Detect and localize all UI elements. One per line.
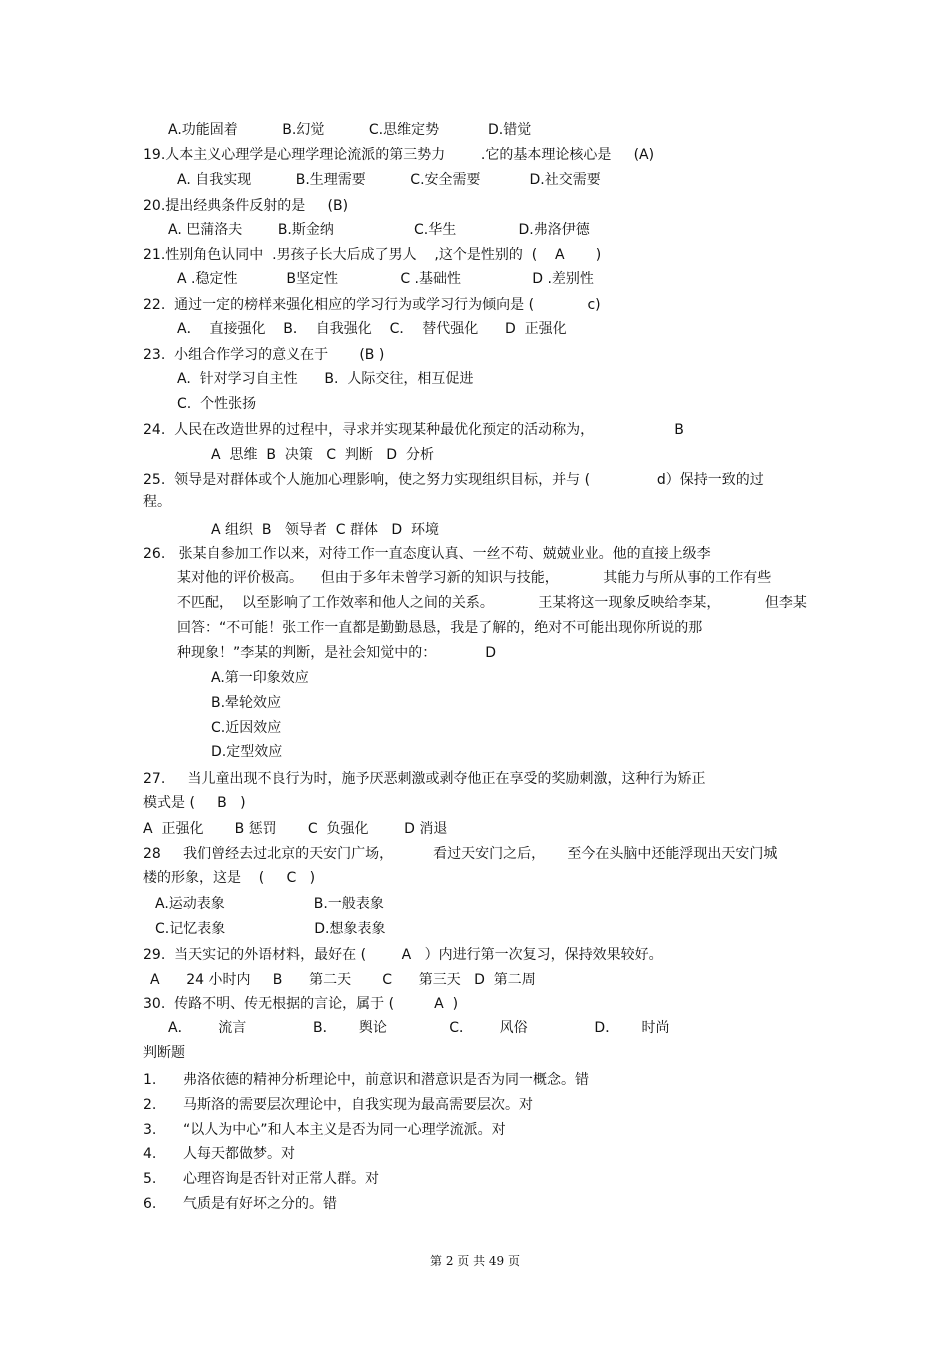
q30-question: 30. 传路不明、传无根据的言论，属于 ( A ) bbox=[143, 996, 459, 1012]
q24-question: 24. 人民在改造世界的过程中，寻求并实现某种最优化预定的活动称为， B bbox=[143, 422, 684, 438]
q28-options-row2: C.记忆表象 D.想象表象 bbox=[155, 921, 386, 937]
q19-question: 19.人本主义心理学是心理学理论流派的第三势力 .它的基本理论核心是 (A) bbox=[143, 147, 655, 163]
q28-options-row1: A.运动表象 B.一般表象 bbox=[155, 896, 384, 912]
q28-question-cont: 楼的形象，这是 ( C ) bbox=[143, 870, 316, 886]
q21-options: A .稳定性 B坚定性 C .基础性 D .差别性 bbox=[177, 271, 594, 287]
tf-item-4: 4. 人每天都做梦。对 bbox=[143, 1146, 296, 1162]
q18-options: A.功能固着 B.幻觉 C.思维定势 D.错觉 bbox=[168, 122, 532, 138]
tf-item-6: 6. 气质是有好坏之分的。错 bbox=[143, 1196, 338, 1212]
q26-question-line3: 不匹配， 以至影响了工作效率和他人之间的关系。 王某将这一现象反映给李某， 但李某 bbox=[177, 595, 807, 611]
tf-item-2: 2. 马斯洛的需要层次理论中，自我实现为最高需要层次。对 bbox=[143, 1097, 534, 1113]
q23-options-row2: C. 个性张扬 bbox=[177, 396, 257, 412]
q21-question: 21.性别角色认同中 .男孩子长大后成了男人 ,这个是性别的 ( A ) bbox=[143, 247, 602, 263]
q23-question: 23. 小组合作学习的意义在于 (B ) bbox=[143, 347, 385, 363]
q26-option-a: A.第一印象效应 bbox=[211, 670, 309, 686]
q23-options-row1: A. 针对学习自主性 B. 人际交往，相互促进 bbox=[177, 371, 474, 387]
q26-option-b: B.晕轮效应 bbox=[211, 695, 282, 711]
q20-question: 20.提出经典条件反射的是 (B) bbox=[143, 198, 349, 214]
tf-item-1: 1. 弗洛依德的精神分析理论中，前意识和潜意识是否为同一概念。错 bbox=[143, 1072, 590, 1088]
tf-item-5: 5. 心理咨询是否针对正常人群。对 bbox=[143, 1171, 380, 1187]
q27-question: 27. 当儿童出现不良行为时，施予厌恶刺激或剥夺他正在享受的奖励刺激，这种行为矫正 bbox=[143, 771, 706, 787]
q28-question: 28 我们曾经去过北京的天安门广场， 看过天安门之后， 至今在头脑中还能浮现出天安门城 bbox=[143, 846, 778, 862]
q27-question-cont: 模式是 ( B ) bbox=[143, 795, 246, 811]
q30-options: A． 流言 B． 舆论 C． 风俗 D． 时尚 bbox=[168, 1020, 670, 1036]
q29-options: A 24 小时内 B 第二天 C 第三天 D 第二周 bbox=[150, 972, 536, 988]
q24-options: A 思维 B 决策 C 判断 D 分析 bbox=[211, 447, 434, 463]
q26-question-line4: 回答：“不可能！张工作一直都是勤勤恳恳，我是了解的，绝对不可能出现你所说的那 bbox=[177, 620, 703, 636]
q27-options: A 正强化 B 惩罚 C 负强化 D 消退 bbox=[143, 821, 448, 837]
tf-item-3: 3. “以人为中心”和人本主义是否为同一心理学流派。对 bbox=[143, 1122, 506, 1138]
page-footer: 第 2 页 共 49 页 bbox=[430, 1254, 520, 1268]
q20-options: A. 巴蒲洛夫 B.斯金纳 C.华生 D.弗洛伊德 bbox=[168, 222, 590, 238]
q26-question-line1: 26. 张某自参加工作以来，对待工作一直态度认真、一丝不苟、兢兢业业。他的直接上级李 bbox=[143, 546, 711, 562]
q26-question-line5: 种现象！”李某的判断，是社会知觉中的： D bbox=[177, 645, 496, 661]
q26-option-d: D.定型效应 bbox=[211, 744, 283, 760]
q19-options: A. 自我实现 B.生理需要 C.安全需要 D.社交需要 bbox=[177, 172, 601, 188]
q26-question-line2: 某对他的评价极高。 但由于多年未曾学习新的知识与技能， 其能力与所从事的工作有些 bbox=[177, 570, 772, 586]
q25-options: A 组织 B 领导者 C 群体 D 环境 bbox=[211, 522, 440, 538]
q25-question: 25. 领导是对群体或个人施加心理影响，使之努力实现组织目标，并与 ( d）保持一致的过 bbox=[143, 472, 764, 488]
q29-question: 29. 当天实记的外语材料，最好在 ( A ）内进行第一次复习，保持效果较好。 bbox=[143, 947, 663, 963]
q25-question-cont: 程。 bbox=[143, 494, 171, 510]
q22-options: A． 直接强化 B． 自我强化 C． 替代强化 D 正强化 bbox=[177, 321, 567, 337]
section-heading-true-false: 判断题 bbox=[143, 1045, 185, 1061]
q26-option-c: C.近因效应 bbox=[211, 720, 282, 736]
q22-question: 22. 通过一定的榜样来强化相应的学习行为或学习行为倾向是 ( c) bbox=[143, 297, 601, 313]
